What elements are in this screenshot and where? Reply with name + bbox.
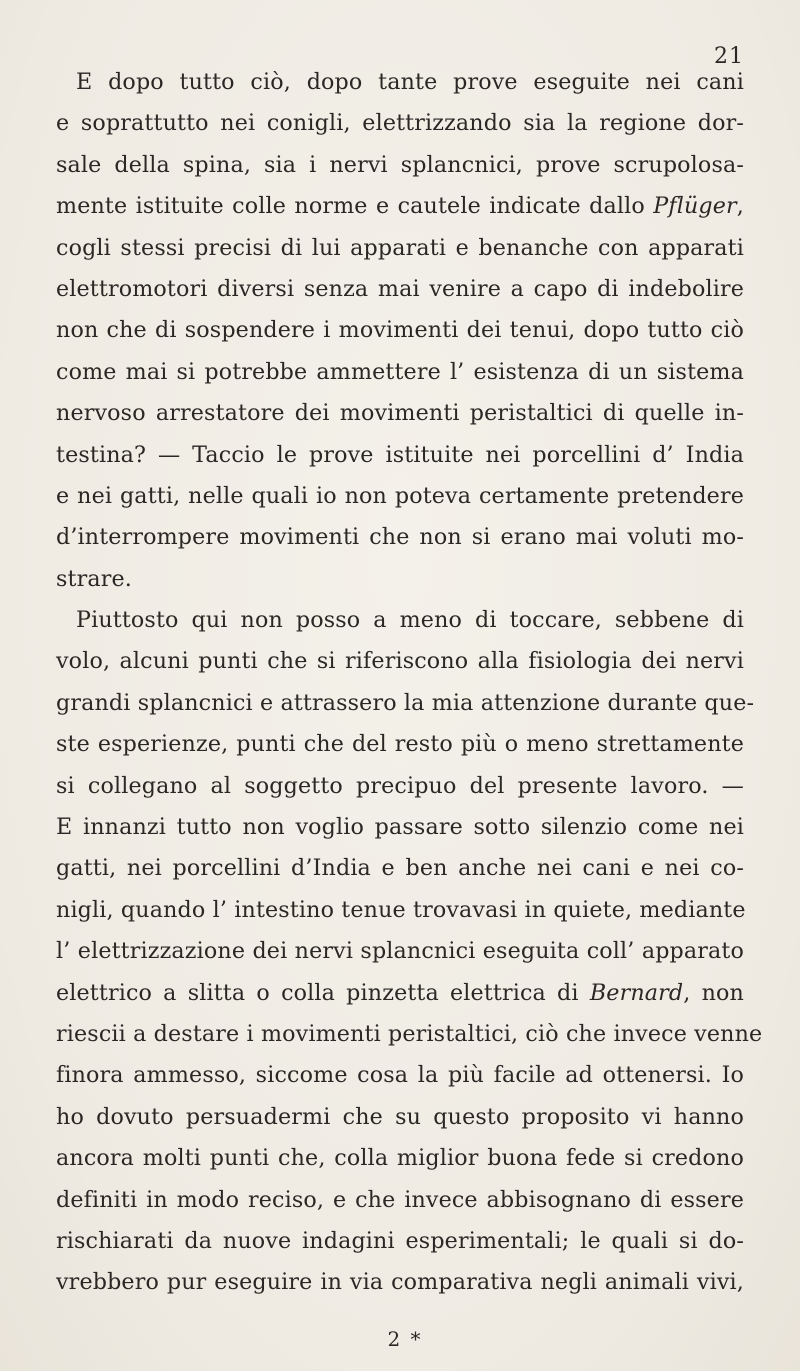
body-text (56, 62, 763, 1304)
text-line: grandi splancnici e attrassero la mia attenzione durante que- (56, 689, 755, 716)
text-line: volo, alcuni punti che si riferiscono alla fisiologia dei nervi (56, 648, 744, 675)
text-line: elettrico a slitta o colla pinzetta elettrica di Bernard, non (56, 979, 744, 1006)
text-line: nervoso arrestatore dei movimenti peristaltici di quelle in- (56, 400, 744, 427)
text-line: d’interrompere movimenti che non si erano mai voluti mo- (56, 524, 744, 551)
text-line: non che di sospendere i movimenti dei tenui, dopo tutto ciò (56, 317, 744, 344)
text-line: mente istituite colle norme e cautele indicate dallo Pflüger, (56, 193, 744, 220)
text-line: Piuttosto qui non posso a meno di toccare, sebbene di (76, 607, 744, 634)
text-line: strare. (56, 565, 132, 592)
text-line: elettromotori diversi senza mai venire a capo di indebolire (56, 275, 744, 302)
printer-signature-mark: 2 * (387, 1327, 423, 1351)
text-line: e soprattutto nei conigli, elettrizzando sia la regione dor- (56, 110, 744, 137)
text-line: definiti in modo reciso, e che invece abbisognano di essere (56, 1186, 744, 1213)
text-line: l’ elettrizzazione dei nervi splancnici eseguita coll’ apparato (56, 938, 744, 965)
text-line: ho dovuto persuadermi che su questo proposito vi hanno (56, 1103, 744, 1130)
text-line: rischiarati da nuove indagini esperimentali; le quali si do- (56, 1227, 744, 1254)
text-line: finora ammesso, siccome cosa la più facile ad ottenersi. Io (56, 1062, 744, 1089)
text-line: vrebbero pur eseguire in via comparativa negli animali vivi, (56, 1269, 744, 1296)
text-line: si collegano al soggetto precipuo del presente lavoro. — (56, 772, 744, 799)
page-number: 21 (714, 44, 744, 69)
text-line: come mai si potrebbe ammettere l’ esistenza di un sistema (56, 358, 744, 385)
text-line: cogli stessi precisi di lui apparati e benanche con apparati (56, 234, 744, 261)
text-line: E innanzi tutto non voglio passare sotto silenzio come nei (56, 814, 744, 841)
text-line: ste esperienze, punti che del resto più o meno strettamente (56, 731, 744, 758)
text-line: riescii a destare i movimenti peristaltici, ciò che invece venne (56, 1020, 763, 1047)
text-line: testina? — Taccio le prove istituite nei porcellini d’ India (56, 441, 744, 468)
italic-name: Bernard (589, 979, 684, 1006)
text-line: gatti, nei porcellini d’India e ben anche nei cani e nei co- (56, 855, 744, 882)
text-line: ancora molti punti che, colla miglior buona fede si credono (56, 1145, 744, 1172)
text-line: e nei gatti, nelle quali io non poteva certamente pretendere (56, 482, 744, 509)
italic-name: Pflüger (653, 193, 737, 220)
text-line: E dopo tutto ciò, dopo tante prove eseguite nei cani (76, 69, 744, 95)
text-line: sale della spina, sia i nervi splancnici, prove scrupolosa- (56, 151, 744, 178)
text-line: nigli, quando l’ intestino tenue trovavasi in quiete, mediante (56, 896, 746, 923)
